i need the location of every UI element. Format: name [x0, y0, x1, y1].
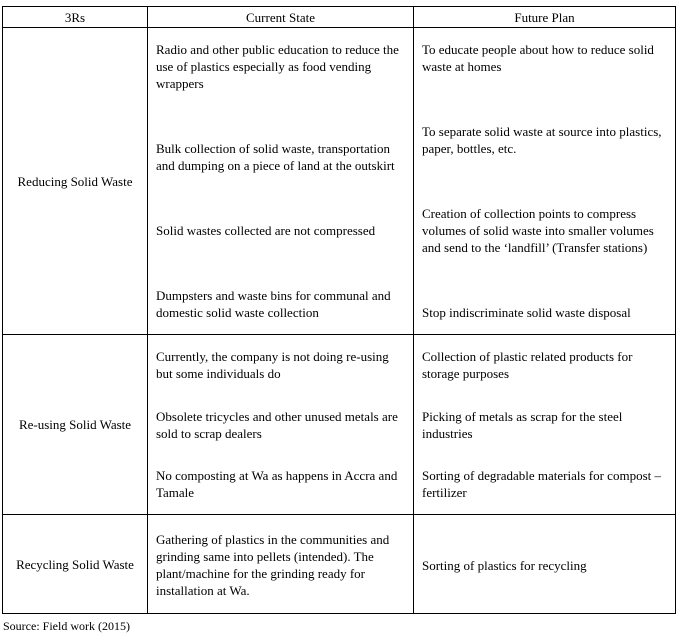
future-item: Creation of collection points to compress volumes of solid waste into smaller volumes and send to the ‘landfill’ (Transfer stations) [422, 206, 654, 255]
current-item: Radio and other public education to reduce the use of plastics especially as food vending wrappers [156, 42, 399, 91]
current-item: Solid wastes collected are not compressed [156, 223, 376, 238]
future-item: Sorting of degradable materials for compost – fertilizer [422, 468, 661, 500]
category-cell: Recycling Solid Waste [3, 515, 148, 614]
future-item: To separate solid waste at source into plastics, paper, bottles, etc. [422, 124, 662, 156]
table-row-reducing [3, 28, 676, 335]
future-plan-cell [414, 515, 676, 614]
header-3rs: 3Rs [3, 7, 148, 28]
current-item: Obsolete tricycles and other unused metals are sold to scrap dealers [156, 408, 398, 441]
table-row-recycling [3, 515, 676, 614]
table-3rs [2, 6, 676, 614]
future-item: Picking of metals as scrap for the steel industries [422, 408, 623, 441]
future-plan-cell [414, 335, 676, 515]
current-state-cell [148, 335, 414, 515]
source-note: Source: Field work (2015) [3, 619, 130, 633]
current-state-cell [148, 28, 414, 335]
future-item: Collection of plastic related products for storage purposes [422, 349, 633, 381]
current-item: Dumpsters and waste bins for communal and domestic solid waste collection [156, 288, 391, 320]
future-plan-cell [414, 28, 676, 335]
category-cell: Re-using Solid Waste [3, 335, 148, 515]
current-item: No composting at Wa as happens in Accra and Tamale [156, 468, 398, 500]
header-future-plan: Future Plan [414, 7, 676, 28]
future-item: To educate people about how to reduce solid waste at homes [422, 42, 654, 74]
future-item: Stop indiscriminate solid waste disposal [422, 305, 631, 320]
current-item: Currently, the company is not doing re-using but some individuals do [156, 349, 389, 381]
header-row [3, 7, 676, 28]
current-item: Gathering of plastics in the communities and grinding same into pellets (intended). The plant/machine for the grinding ready for installation at Wa. [156, 532, 390, 598]
header-current-state: Current State [148, 7, 414, 28]
current-item: Bulk collection of solid waste, transportation and dumping on a piece of land at the outskirt [156, 141, 395, 173]
current-state-cell [148, 515, 414, 614]
category-cell: Reducing Solid Waste [3, 28, 148, 335]
table-row-reusing [3, 335, 676, 515]
future-item: Sorting of plastics for recycling [422, 557, 587, 573]
